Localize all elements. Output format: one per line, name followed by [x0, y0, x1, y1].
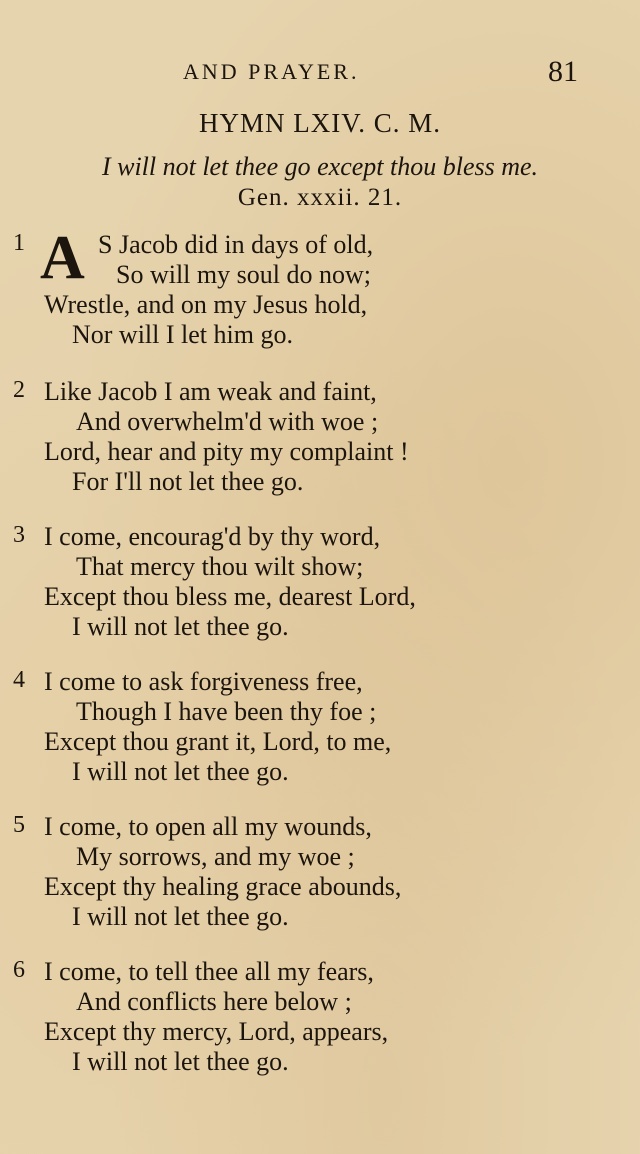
stanza-line: Though I have been thy foe ;	[76, 697, 377, 726]
stanza-line: I come to ask forgiveness free,	[44, 667, 363, 696]
stanza-line: I come, to open all my wounds,	[44, 812, 372, 841]
stanza-line: Except thy healing grace abounds,	[44, 872, 402, 901]
verse-number: 2	[13, 377, 25, 403]
scripture-reference: Gen. xxxii. 21.	[237, 184, 403, 211]
stanza-line: Except thou grant it, Lord, to me,	[44, 727, 392, 756]
verse-number: 4	[13, 667, 25, 693]
verse-number: 6	[13, 957, 25, 983]
stanza-line: I will not let thee go.	[72, 612, 289, 641]
stanza-line: S Jacob did in days of old,	[98, 230, 374, 259]
verse-number: 3	[13, 522, 25, 548]
stanza-line: And conflicts here below ;	[76, 987, 352, 1016]
stanza-line: I will not let thee go.	[72, 902, 289, 931]
stanza-line: I will not let thee go.	[72, 757, 289, 786]
stanza-line: I will not let thee go.	[72, 1047, 289, 1076]
drop-cap: A	[40, 224, 85, 292]
stanza-line: For I'll not let thee go.	[72, 467, 304, 496]
running-title: AND PRAYER.	[183, 59, 360, 84]
stanza-line: That mercy thou wilt show;	[76, 552, 364, 581]
hymn-title: HYMN LXIV. C. M.	[198, 108, 442, 138]
stanza-line: Wrestle, and on my Jesus hold,	[44, 290, 368, 319]
stanza-line: Except thy mercy, Lord, appears,	[44, 1017, 389, 1046]
running-head	[0, 55, 640, 87]
page-number: 81	[548, 55, 578, 88]
verse-number: 5	[13, 812, 25, 838]
hymn-epigraph: I will not let thee go except thou bless me.	[101, 152, 539, 181]
stanza-line: I come, to tell thee all my fears,	[44, 957, 374, 986]
stanza-line: I come, encourag'd by thy word,	[44, 522, 381, 551]
stanza-line: Like Jacob I am weak and faint,	[44, 377, 377, 406]
stanza-line: Except thou bless me, dearest Lord,	[44, 582, 416, 611]
stanza-line: Nor will I let him go.	[72, 320, 293, 349]
verse-number: 1	[13, 230, 25, 256]
stanza-line: Lord, hear and pity my complaint !	[44, 437, 409, 466]
stanza-line: So will my soul do now;	[116, 260, 371, 289]
stanza-line: My sorrows, and my woe ;	[76, 842, 355, 871]
stanza-line: And overwhelm'd with woe ;	[76, 407, 379, 436]
